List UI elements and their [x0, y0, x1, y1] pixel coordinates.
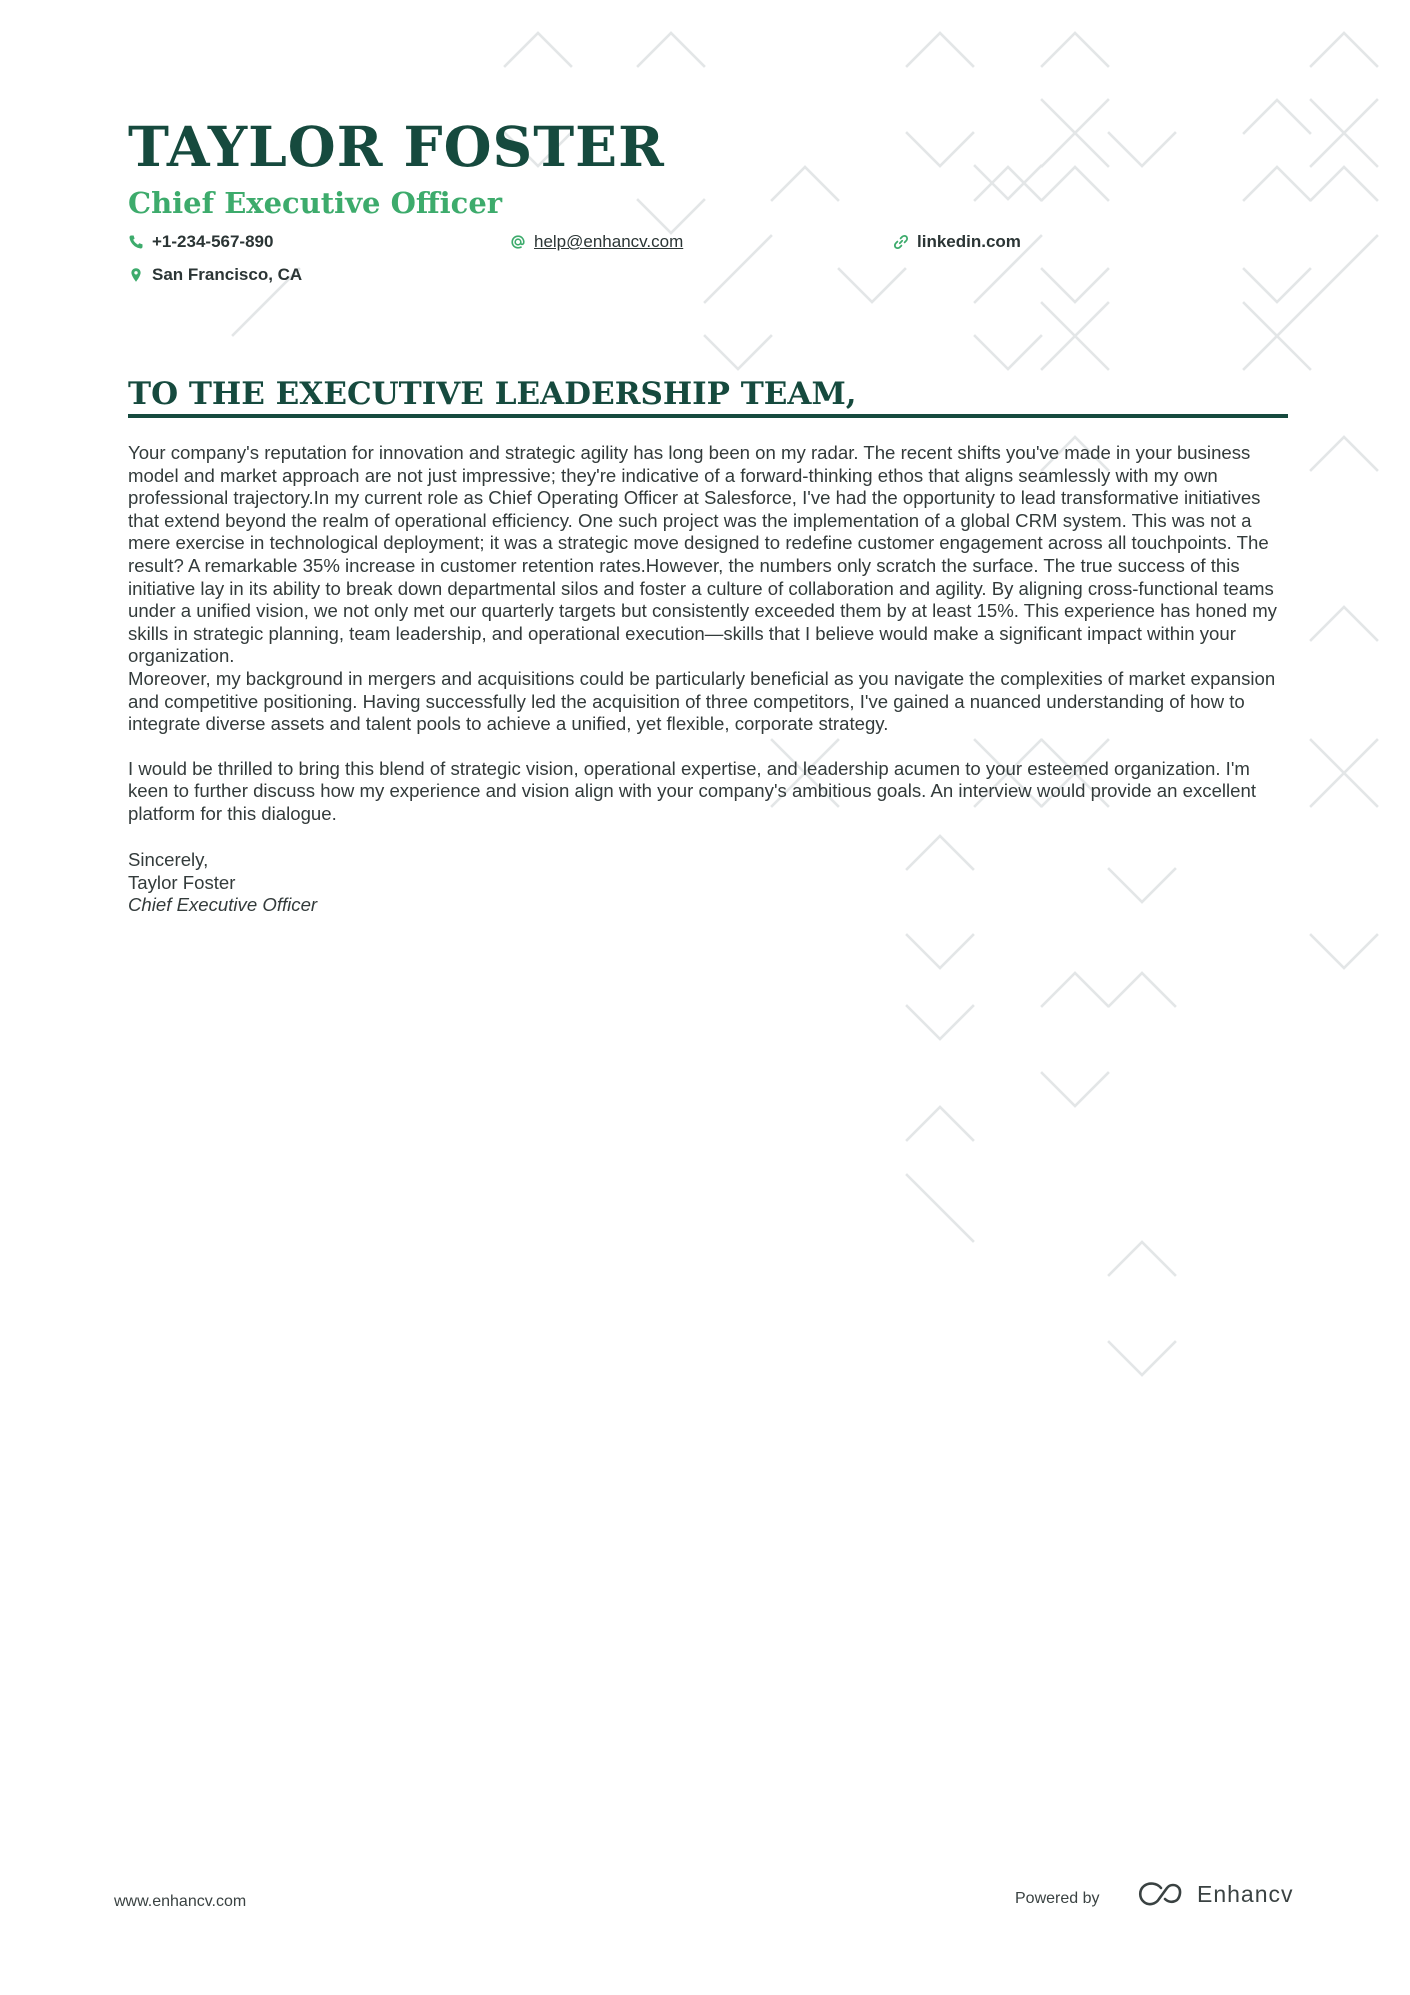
letter-paragraph: Your company's reputation for innovation and strategic agility has long been on my radar. The recent shifts you've made in your business model and market approach are not just impressive; they're indicative of a forward-thinking ethos that aligns seamlessly with my own professional trajectory.In my current role as Chief Operating Officer at Salesforce, I've had the opportunity to lead transformative initiatives that extend beyond the realm of operational efficiency. One such project was the implementation of a global CRM system. This was not a mere exercise in technological deployment; it was a strategic move designed to redefine customer engagement across all touchpoints. The result? A remarkable 35% increase in customer retention rates.However, the numbers only scratch the surface. The true success of this initiative lay in its ability to break down departmental silos and foster a culture of collaboration and agility. By aligning cross-functional teams under a unified vision, we not only met our quarterly targets but consistently exceeded them by at least 15%. This experience has honed my skills in strategic planning, team leadership, and operational execution—skills that I believe would make a significant impact within your organization.	[128, 442, 1277, 667]
brand-name: Enhancv	[1197, 1880, 1294, 1907]
letter-paragraph: I would be thrilled to bring this blend of strategic vision, operational expertise, and leadership acumen to your esteemed organization. I'm keen to further discuss how my experience and vision align with your company's ambitious goals. An interview would provide an excellent platform for this dialogue.	[128, 757, 1257, 824]
location-value: San Francisco, CA	[152, 265, 303, 284]
signature-title: Chief Executive Officer	[128, 894, 318, 916]
letter-body	[128, 442, 1293, 826]
closing-phrase: Sincerely,	[128, 849, 209, 870]
phone-icon	[128, 234, 144, 250]
contact-phone	[128, 232, 273, 252]
contact-email[interactable]	[510, 232, 683, 252]
contact-link[interactable]	[893, 232, 1021, 252]
map-pin-icon	[128, 267, 144, 283]
phone-value: +1-234-567-890	[152, 232, 274, 251]
signature-name: Taylor Foster	[128, 871, 236, 893]
letter-closing	[128, 849, 317, 917]
letter-paragraph: Moreover, my background in mergers and acquisitions could be particularly beneficial as you navigate the complexities of market expansion and competitive positioning. Having successfully led the acquisition of three competitors, I've gained a nuanced understanding of how to integrate diverse assets and talent pools to achieve a unified, yet flexible, corporate strategy.	[128, 667, 1276, 735]
salutation-heading: TO THE EXECUTIVE LEADERSHIP TEAM,	[128, 374, 1288, 418]
link-icon	[893, 234, 909, 250]
applicant-name: TAYLOR FOSTER	[128, 114, 665, 179]
link-value[interactable]: linkedin.com	[917, 232, 1021, 251]
email-link[interactable]: help@enhancv.com	[534, 232, 684, 251]
brand-logo[interactable]	[1135, 1880, 1294, 1908]
footer-url[interactable]: www.enhancv.com	[114, 1893, 247, 1910]
contact-location	[128, 265, 302, 285]
enhancv-logo-icon	[1135, 1880, 1183, 1908]
applicant-title: Chief Executive Officer	[128, 186, 503, 220]
at-icon	[510, 234, 526, 250]
powered-by-label: Powered by	[1015, 1890, 1100, 1907]
